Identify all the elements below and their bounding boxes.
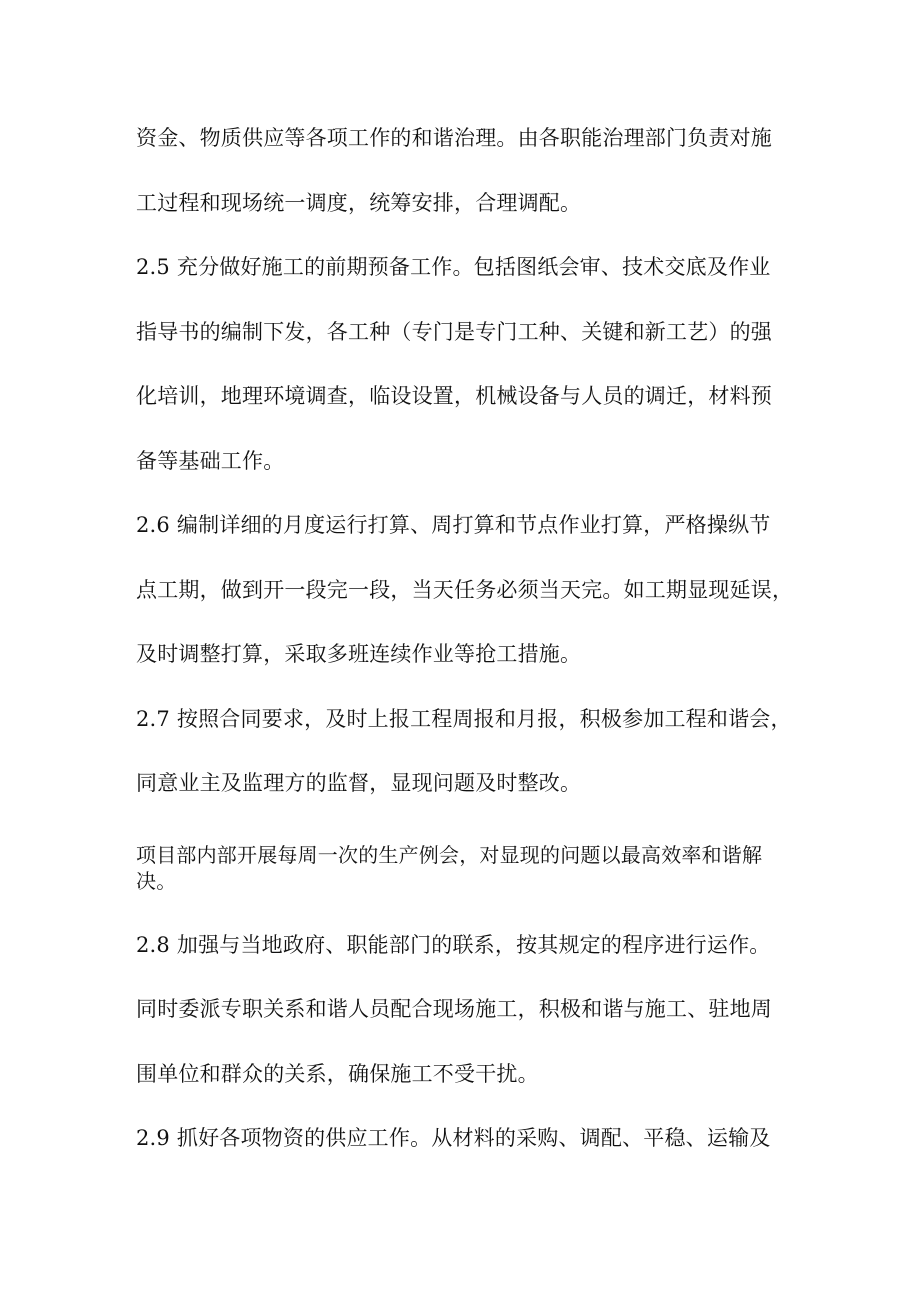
text-line-7: 2.6 编制详细的月度运行打算、周打算和节点作业打算，严格操纵节 — [136, 513, 771, 537]
text-line-10: 2.7 按照合同要求，及时上报工程周报和月报，积极参加工程和谐会， — [136, 707, 792, 731]
text-line-2: 工过程和现场统一调度，统筹安排，合理调配。 — [136, 191, 582, 215]
text-line-8: 点工期，做到开一段完一段，当天任务必须当天完。如工期显现延误， — [136, 578, 794, 602]
text-line-4: 指导书的编制下发，各工种（专门是专门工种、关键和新工艺）的强 — [136, 320, 772, 344]
text-line-9: 及时调整打算，采取多班连续作业等抢工措施。 — [136, 642, 582, 666]
text-line-1: 资金、物质供应等各项工作的和谐治理。由各职能治理部门负责对施 — [136, 126, 772, 150]
text-line-11: 同意业主及监理方的监督，显现问题及时整改。 — [136, 771, 582, 795]
text-line-13: 2.8 加强与当地政府、职能部门的联系，按其规定的程序进行运作。 — [136, 933, 771, 957]
text-line-12: 项目部内部开展每周一次的生产例会，对显现的问题以最高效率和谐解决。 — [136, 843, 763, 893]
text-line-6: 备等基础工作。 — [136, 449, 285, 473]
text-line-16: 2.9 抓好各项物资的供应工作。从材料的采购、调配、平稳、运输及 — [136, 1126, 771, 1150]
text-line-15: 围单位和群众的关系，确保施工不受干扰。 — [136, 1062, 539, 1086]
text-line-3: 2.5 充分做好施工的前期预备工作。包括图纸会审、技术交底及作业 — [136, 255, 771, 279]
text-line-14: 同时委派专职关系和谐人员配合现场施工，积极和谐与施工、驻地周 — [136, 997, 772, 1021]
text-line-5: 化培训，地理环境调查，临设设置，机械设备与人员的调迁，材料预 — [136, 384, 772, 408]
